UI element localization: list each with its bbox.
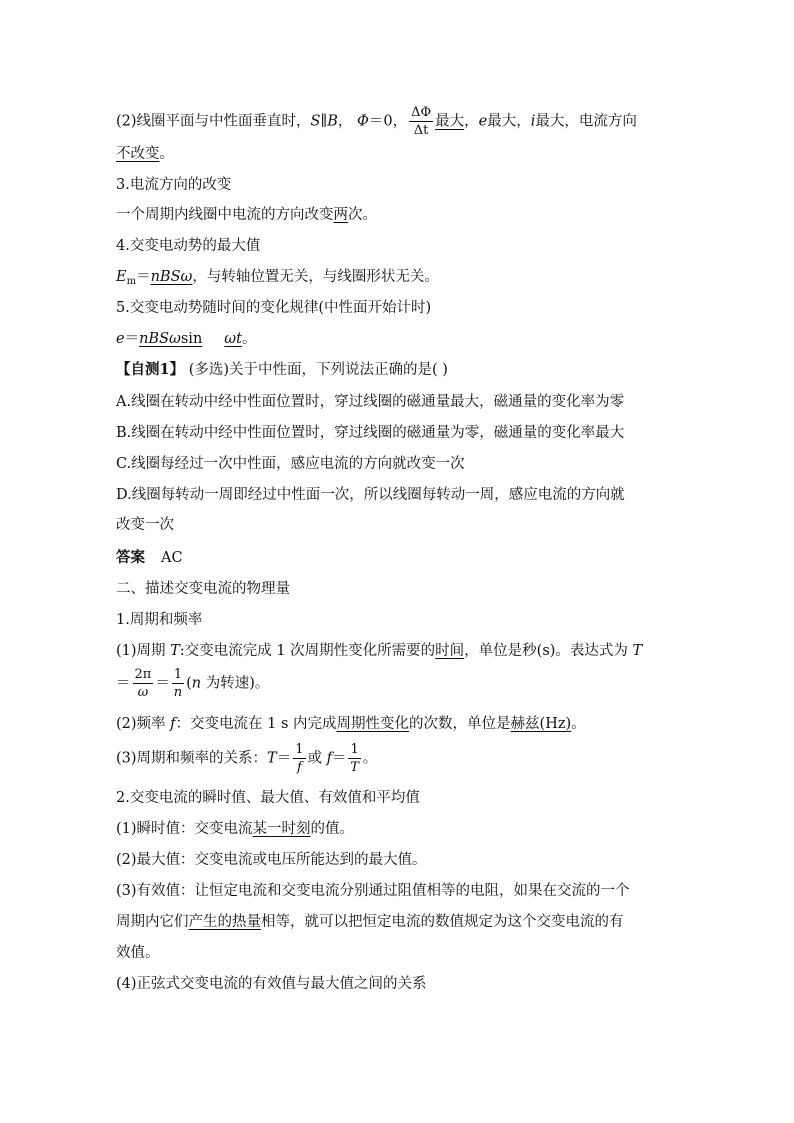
text: ＝ <box>116 675 131 692</box>
symbol: e <box>116 331 125 347</box>
text: (3)周期和频率的关系： <box>116 750 268 767</box>
text: :交变电流完成 1 次周期性变化所需要的 <box>179 643 436 659</box>
underlined-answer: 两 <box>333 207 348 223</box>
self-test-label: 【自测1】 <box>116 361 185 378</box>
answer-line <box>116 548 183 568</box>
text: 的次数，单位是 <box>409 716 511 732</box>
fraction <box>133 668 154 699</box>
symbol: nBSω <box>139 331 181 347</box>
formula-line <box>116 267 439 292</box>
text: 最大， <box>487 113 531 130</box>
fraction-numerator: 1 <box>173 667 183 682</box>
fraction <box>172 668 184 699</box>
text-line: (4)正弦式交变电流的有效值与最大值之间的关系 <box>116 976 427 992</box>
text: ，单位是秒(s)。表达式为 <box>464 643 633 659</box>
text-line <box>116 106 637 137</box>
fraction-denominator: T <box>350 760 359 775</box>
text: 最大，电流方向 <box>535 113 637 130</box>
text: ，与转轴位置无关，与线圈形状无关。 <box>192 269 439 285</box>
symbol: Φ <box>356 113 369 130</box>
fraction-denominator: Δt <box>413 123 429 138</box>
symbol: e <box>478 113 488 130</box>
text: ＝ <box>136 269 151 285</box>
text: 。 <box>241 331 257 347</box>
text-line: (3)有效值：让恒定电流和交变电流分别通过阻值相等的电阻，如果在交流的一个 <box>116 883 630 899</box>
symbol: ∥ <box>320 113 328 130</box>
text: 次。 <box>348 207 377 223</box>
text: (1)瞬时值：交变电流 <box>116 821 253 837</box>
fraction-numerator: ΔΦ <box>411 105 432 120</box>
fraction-denominator: ω <box>137 685 149 700</box>
fraction <box>409 106 433 137</box>
option-b: B.线圈在转动中经中性面位置时，穿过线圈的磁通量为零，磁通量的变化率最大 <box>116 425 625 441</box>
text: 一个周期内线圈中电流的方向改变 <box>116 207 334 223</box>
option-c: C.线圈每经过一次中性面，感应电流的方向就改变一次 <box>116 456 465 472</box>
text: ＝ <box>276 750 292 767</box>
text-line <box>116 912 624 932</box>
underlined-answer: 最大 <box>435 113 465 130</box>
symbol: f <box>326 750 332 767</box>
section-heading: 二、描述交变电流的物理量 <box>116 581 290 597</box>
formula-line <box>116 329 256 349</box>
answer-label: 答案 <box>116 549 145 566</box>
symbol: E <box>116 269 127 285</box>
symbol: S <box>310 113 321 130</box>
text: ：交变电流在 1 s 内完成 <box>175 716 337 732</box>
text-line <box>116 819 354 839</box>
symbol: i <box>530 113 536 130</box>
text: 周期内它们 <box>116 914 189 930</box>
text-line: (2)最大值：交变电流或电压所能达到的最大值。 <box>116 852 427 868</box>
underlined-answer: 不改变 <box>116 146 160 162</box>
symbol: T <box>267 750 277 767</box>
fraction-denominator: f <box>296 760 302 775</box>
text: (2)频率 <box>116 716 171 732</box>
symbol: n <box>191 675 202 692</box>
text-line <box>116 144 174 164</box>
text: ， <box>464 113 479 130</box>
underlined-answer: 周期性变化 <box>336 716 410 732</box>
fraction-numerator: 2π <box>134 667 152 682</box>
symbol: ωt <box>224 331 242 347</box>
text: 。 <box>571 716 586 732</box>
symbol: T <box>170 643 180 659</box>
symbol: f <box>170 716 176 732</box>
fraction <box>348 743 360 774</box>
question-stem <box>116 360 448 380</box>
fraction-denominator: n <box>173 685 183 700</box>
subscript: m <box>126 276 137 287</box>
underlined-answer: 赫兹(Hz) <box>510 716 572 732</box>
text: ， <box>337 113 357 130</box>
text-line <box>116 714 586 734</box>
underlined-answer <box>139 331 242 347</box>
text: 为转速)。 <box>201 675 270 692</box>
text: 。 <box>362 750 378 767</box>
text: (1)周期 <box>116 643 171 659</box>
text: sin <box>180 331 203 347</box>
text: 相等，就可以把恒定电流的数值规定为这个交变电流的有 <box>261 914 624 930</box>
symbol: B <box>327 113 338 130</box>
section-heading: 1.周期和频率 <box>116 612 203 628</box>
text: (多选)关于中性面，下列说法正确的是( ) <box>184 362 448 378</box>
symbol: T <box>632 643 643 659</box>
section-heading: 5.交变电动势随时间的变化规律(中性面开始计时) <box>116 300 432 316</box>
text-line: 效值。 <box>116 945 160 961</box>
formula-line <box>116 668 269 699</box>
text-line <box>116 641 642 661</box>
section-heading: 4.交变电动势的最大值 <box>116 238 261 254</box>
option-a: A.线圈在转动中经中性面位置时，穿过线圈的磁通量最大，磁通量的变化率为零 <box>116 394 625 410</box>
option-d: D.线圈每转动一周即经过中性面一次，所以线圈每转动一周，感应电流的方向就 <box>116 487 625 503</box>
answer-value: AC <box>161 550 183 566</box>
text: 。 <box>159 146 174 162</box>
text: (2)线圈平面与中性面垂直时， <box>116 113 311 130</box>
fraction-numerator: 1 <box>295 742 304 757</box>
formula-line <box>116 743 377 774</box>
underlined-answer: 产生的热量 <box>188 914 261 930</box>
section-heading: 2.交变电流的瞬时值、最大值、有效值和平均值 <box>116 790 420 806</box>
text-line <box>116 205 377 225</box>
text: ＝ <box>331 750 347 767</box>
fraction-numerator: 1 <box>350 742 359 757</box>
section-heading: 3.电流方向的改变 <box>116 177 232 193</box>
underlined-answer: 时间 <box>435 643 465 659</box>
text: 的值。 <box>310 821 355 837</box>
text: ( <box>186 675 192 692</box>
underlined-answer: nBSω <box>150 269 193 285</box>
text: ＝ <box>124 331 140 347</box>
fraction <box>293 743 305 774</box>
text: ＝0， <box>368 113 408 130</box>
underlined-answer: 某一时刻 <box>252 821 311 837</box>
text: ＝ <box>155 675 170 692</box>
text: 或 <box>307 750 327 767</box>
option-d-continued: 改变一次 <box>116 517 174 533</box>
